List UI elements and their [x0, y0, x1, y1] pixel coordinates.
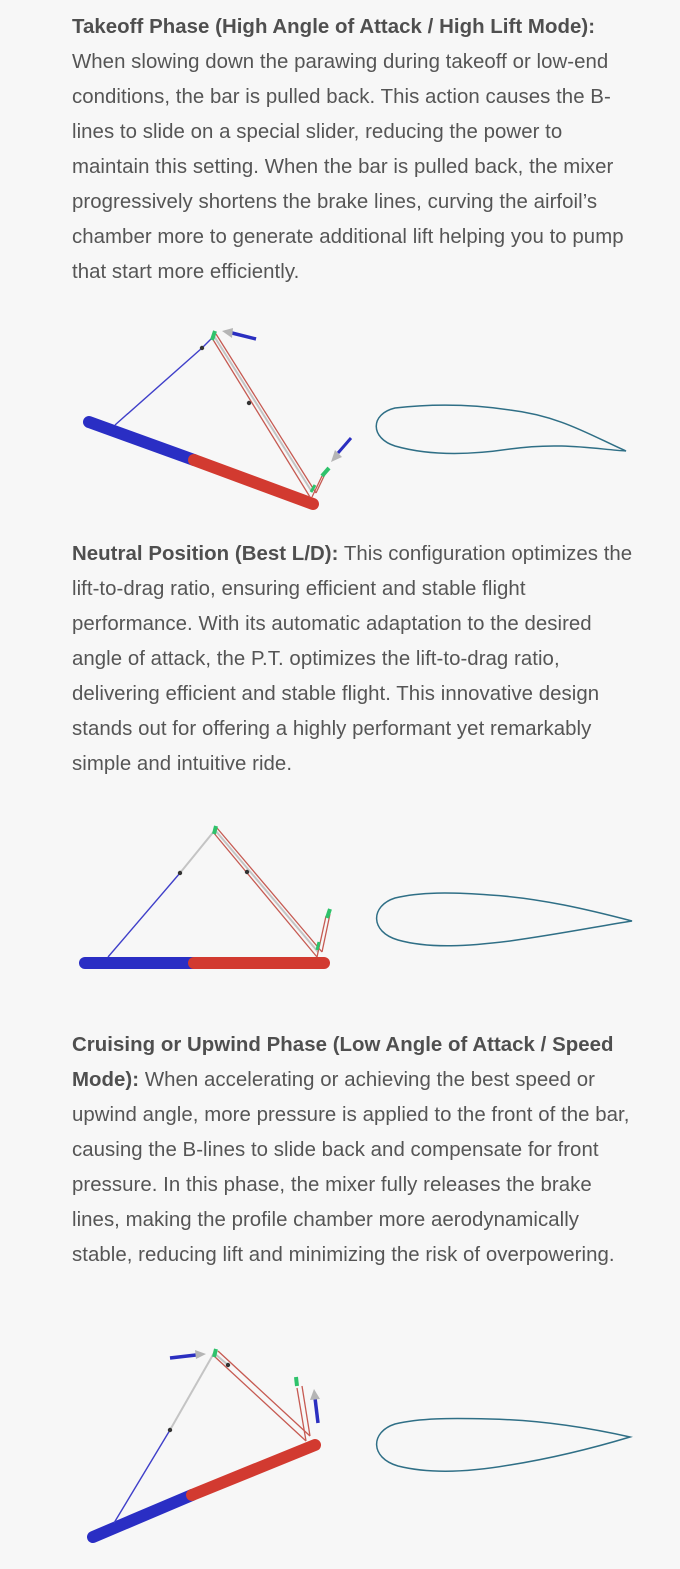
pulley-mixer — [296, 1377, 297, 1386]
brake-line — [218, 1351, 310, 1436]
bar-back-segment — [192, 1445, 315, 1495]
section-takeoff-heading: Takeoff Phase (High Angle of Attack / High Lift Mode): — [72, 16, 596, 38]
pulley-top — [214, 1349, 216, 1357]
section-cruising-body: When accelerating or achieving the best speed or upwind angle, more pressure is applied to the front of the bar, causing the B-lines to slide back and compensate for front pressure. In this phase, the mixer fully releases the brake lines, making the profile chamber more aerodynamically stable, reducing lift and minimizing the risk of overpowering. — [72, 1069, 630, 1266]
section-cruising-heading: Cruising or Upwind Phase (Low Angle of Attack / Speed Mode): — [72, 1034, 614, 1091]
push-arrow-mixer — [315, 1398, 318, 1423]
bar-front-segment — [93, 1495, 192, 1537]
section-takeoff-body: When slowing down the parawing during takeoff or low-end conditions, the bar is pulled back. This action causes the B-lines to slide on a special slider, reducing the power to maintain this setting. When the bar is pulled back, the mixer progressively shortens the brake lines, curving the airfoil’s chamber more to generate additional lift helping you to pump that start more efficiently. — [72, 51, 624, 283]
knot — [168, 1428, 172, 1432]
section-neutral-body: This configuration optimizes the lift-to-drag ratio, ensuring efficient and stable flight performance. With its automatic adaptation to the desired angle of attack, the P.T. optimizes the lift-to-drag ratio, delivering efficient and stable flight. This innovative design stands out for offering a highly performant yet remarkably simple and intuitive ride. — [72, 543, 633, 775]
b-line — [170, 1353, 214, 1430]
airfoil-low-lift — [377, 1419, 630, 1472]
push-arrow-top — [170, 1355, 196, 1358]
section-neutral-heading: Neutral Position (Best L/D): — [72, 543, 339, 565]
